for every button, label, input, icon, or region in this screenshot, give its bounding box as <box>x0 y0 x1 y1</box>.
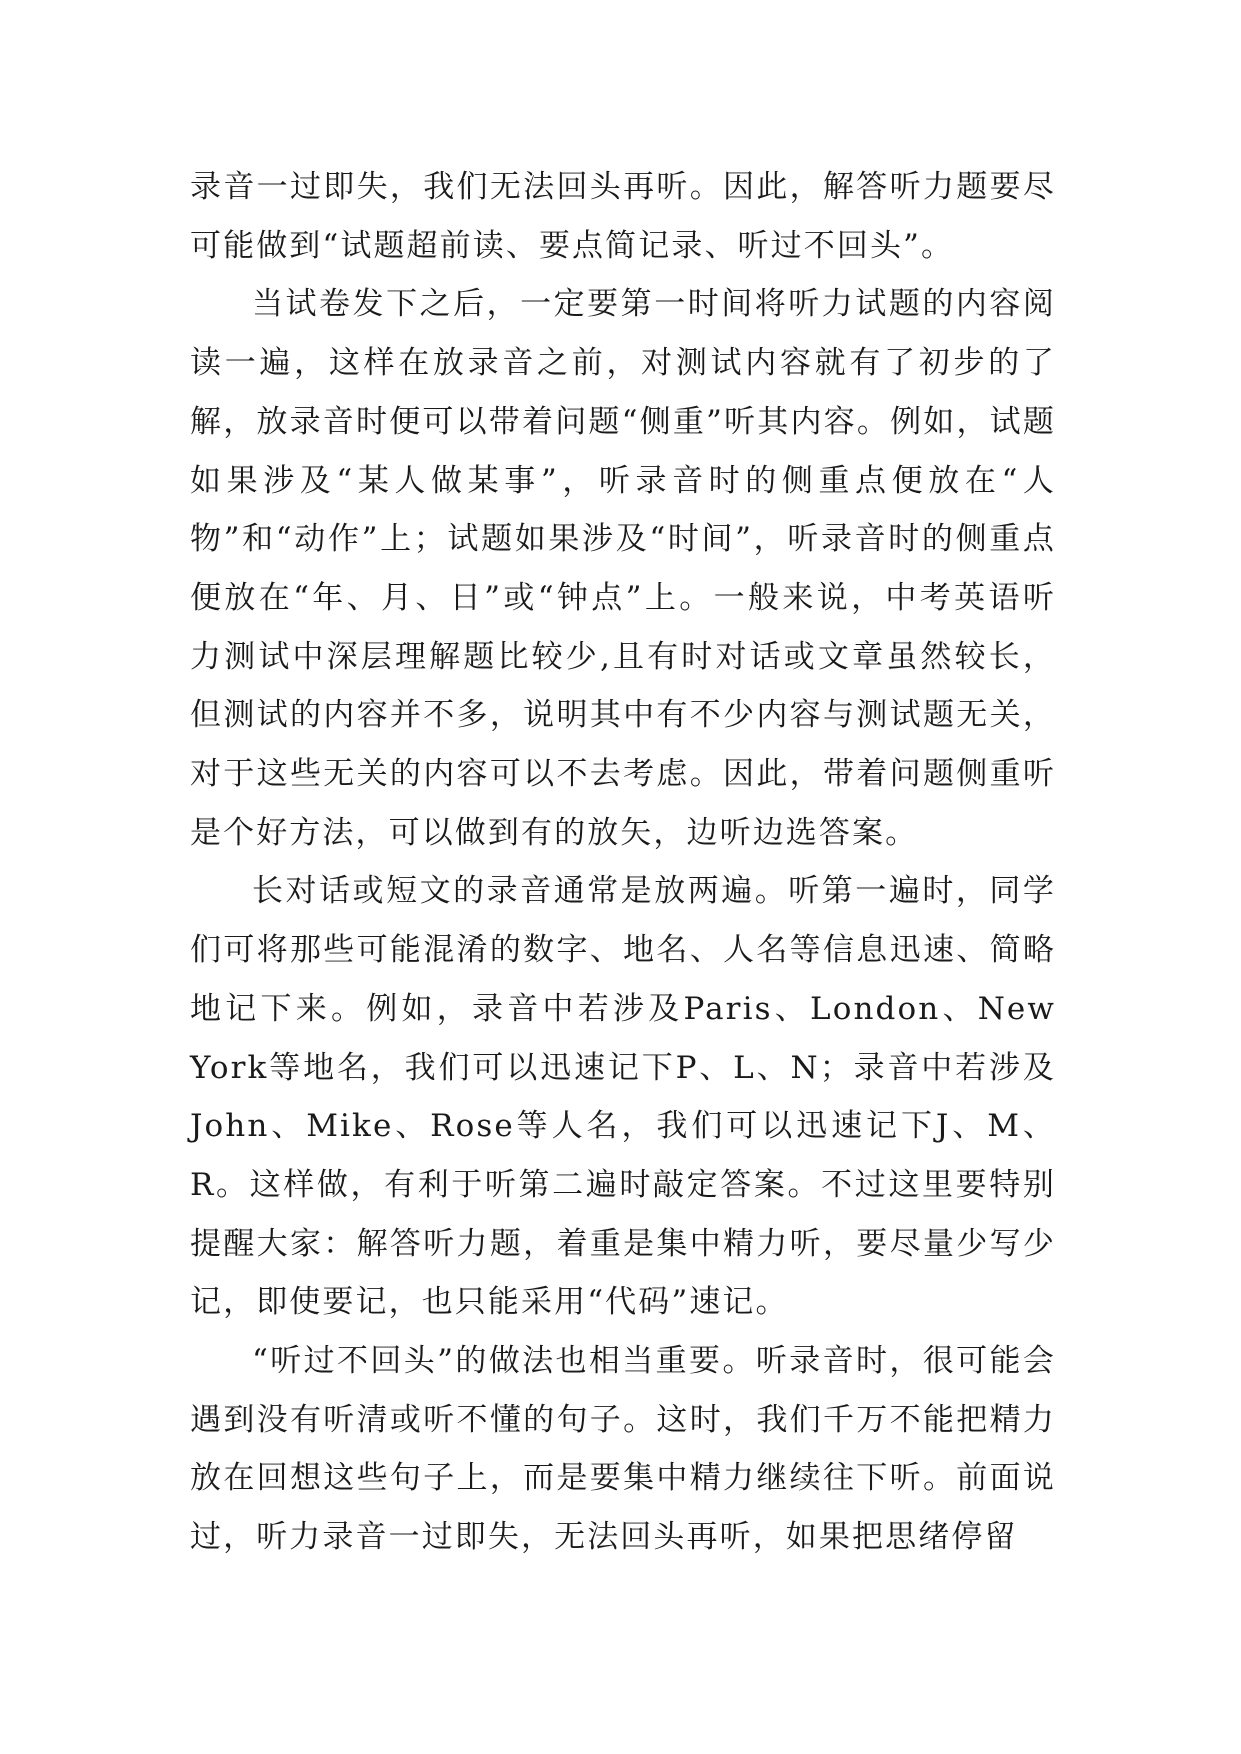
paragraph-2: 当试卷发下之后，一定要第一时间将听力试题的内容阅读一遍，这样在放录音之前，对测试内容就有了初步的了解，放录音时便可以带着问题“侧重”听其内容。例如，试题如果涉及“某人做某事”，听录音时的侧重点便放在“人物”和“动作”上；试题如果涉及“时间”，听录音时的侧重点便放在“年、月、日”或“钟点”上。一般来说，中考英语听力测试中深层理解题比较少,且有时对话或文章虽然较长，但测试的内容并不多，说明其中有不少内容与测试题无关，对于这些无关的内容可以不去考虑。因此，带着问题侧重听是个好方法，可以做到有的放矢，边听边选答案。 <box>190 286 1056 851</box>
document-page <box>190 158 1056 1567</box>
paragraph-3: 长对话或短文的录音通常是放两遍。听第一遍时，同学们可将那些可能混淆的数字、地名、人名等信息迅速、简略地记下来。例如，录音中若涉及Paris、London、New York等地名，我们可以迅速记下P、L、N；录音中若涉及John、Mike、Rose等人名，我们可以迅速记下J、M、R。这样做，有利于听第二遍时敲定答案。不过这里要特别提醒大家：解答听力题，着重是集中精力听，要尽量少写少记，即使要记，也只能采用“代码”速记。 <box>190 873 1056 1321</box>
paragraph-1: 录音一过即失，我们无法回头再听。因此，解答听力题要尽可能做到“试题超前读、要点简记录、听过不回头”。 <box>190 169 1056 264</box>
paragraph-4: “听过不回头”的做法也相当重要。听录音时，很可能会遇到没有听清或听不懂的句子。这时，我们千万不能把精力放在回想这些句子上，而是要集中精力继续往下听。前面说过，听力录音一过即失，无法回头再听，如果把思绪停留 <box>190 1343 1056 1556</box>
